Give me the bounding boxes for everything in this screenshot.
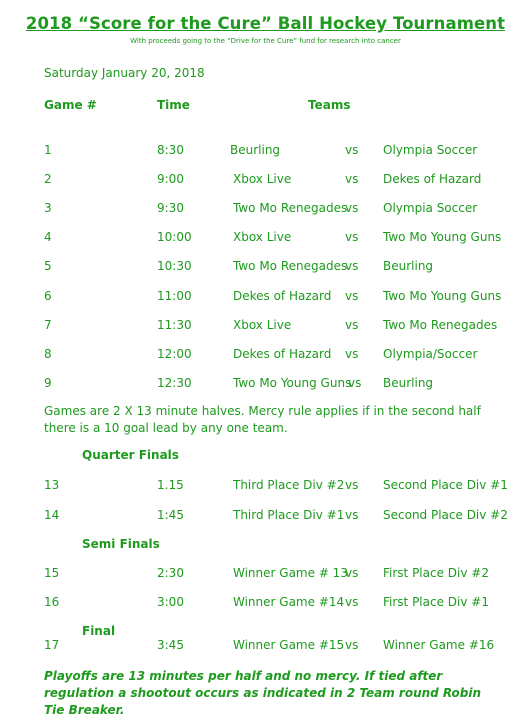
home-team: Winner Game #14 — [233, 595, 345, 609]
versus-label: vs — [345, 318, 359, 332]
header-time: Time — [157, 98, 190, 112]
game-time: 8:30 — [157, 143, 184, 157]
quarter-finals-heading: Quarter Finals — [82, 448, 179, 462]
away-team: First Place Div #2 — [383, 566, 489, 580]
game-time: 1.15 — [157, 478, 184, 492]
away-team: Two Mo Young Guns — [383, 230, 502, 244]
header-teams: Teams — [308, 98, 351, 112]
tournament-date: Saturday January 20, 2018 — [44, 66, 205, 80]
versus-label: vs — [345, 566, 359, 580]
home-team: Third Place Div #2 — [233, 478, 345, 492]
away-team: Olympia Soccer — [383, 201, 478, 215]
home-team: Beurling — [230, 143, 281, 157]
header-game-number: Game # — [44, 98, 97, 112]
game-time: 12:30 — [157, 376, 192, 390]
game-time: 3:00 — [157, 595, 184, 609]
away-team: Second Place Div #2 — [383, 508, 508, 522]
game-time: 12:00 — [157, 347, 192, 361]
home-team: Two Mo Young Guns — [233, 376, 352, 390]
game-row — [0, 318, 531, 336]
versus-label: vs — [345, 143, 359, 157]
game-number: 6 — [44, 289, 52, 303]
playoff-note: Playoffs are 13 minutes per half and no mercy. If tied after regulation a shootout occurs as indicated in 2 Team round Robin Tie Breaker. — [44, 669, 482, 717]
versus-label: vs — [345, 508, 359, 522]
game-row — [0, 478, 531, 496]
game-row — [0, 347, 531, 365]
versus-label: vs — [345, 638, 359, 652]
game-time: 10:00 — [157, 230, 192, 244]
away-team: Two Mo Renegades — [383, 318, 498, 332]
versus-label: vs — [345, 172, 359, 186]
game-number: 9 — [44, 376, 52, 390]
versus-label: vs — [345, 595, 359, 609]
game-number: 14 — [44, 508, 60, 522]
final-heading: Final — [82, 624, 116, 638]
away-team: Olympia Soccer — [383, 143, 478, 157]
game-number: 8 — [44, 347, 52, 361]
game-number: 7 — [44, 318, 52, 332]
game-time: 1:45 — [157, 508, 184, 522]
page-subtitle: With proceeds going to the “Drive for the Cure” fund for research into cancer — [130, 37, 401, 45]
game-number: 1 — [44, 143, 52, 157]
game-time: 2:30 — [157, 566, 184, 580]
game-row — [0, 172, 531, 190]
versus-label: vs — [345, 289, 359, 303]
game-number: 4 — [44, 230, 52, 244]
game-time: 11:00 — [157, 289, 192, 303]
game-number: 17 — [44, 638, 60, 652]
away-team: Winner Game #16 — [383, 638, 495, 652]
game-row — [0, 143, 531, 161]
rules-note: Games are 2 X 13 minute halves. Mercy rule applies if in the second half there is a 10 goal lead by any one team. — [44, 404, 481, 435]
away-team: Olympia/Soccer — [383, 347, 478, 361]
game-number: 2 — [44, 172, 52, 186]
game-number: 3 — [44, 201, 52, 215]
game-time: 11:30 — [157, 318, 192, 332]
home-team: Xbox Live — [233, 230, 292, 244]
game-row — [0, 508, 531, 526]
home-team: Winner Game #15 — [233, 638, 345, 652]
game-time: 9:00 — [157, 172, 184, 186]
game-row — [0, 638, 531, 656]
game-time: 9:30 — [157, 201, 184, 215]
home-team: Third Place Div #1 — [233, 508, 345, 522]
game-number: 13 — [44, 478, 60, 492]
home-team: Dekes of Hazard — [233, 289, 332, 303]
page-title: 2018 “Score for the Cure” Ball Hockey Tournament — [25, 14, 506, 33]
versus-label: vs — [345, 201, 359, 215]
game-row — [0, 289, 531, 307]
game-row — [0, 566, 531, 584]
game-row — [0, 230, 531, 248]
versus-label: vs — [345, 347, 359, 361]
home-team: Winner Game # 13 — [233, 566, 348, 580]
semi-finals-heading: Semi Finals — [82, 537, 160, 551]
versus-label: vs — [345, 230, 359, 244]
home-team: Two Mo Renegades — [233, 259, 348, 273]
game-row — [0, 201, 531, 219]
versus-label: vs — [345, 259, 359, 273]
home-team: Two Mo Renegades — [233, 201, 348, 215]
home-team: Xbox Live — [233, 172, 292, 186]
away-team: Dekes of Hazard — [383, 172, 482, 186]
game-time: 10:30 — [157, 259, 192, 273]
home-team: Dekes of Hazard — [233, 347, 332, 361]
away-team: Beurling — [383, 259, 434, 273]
away-team: Second Place Div #1 — [383, 478, 508, 492]
game-number: 15 — [44, 566, 60, 580]
game-time: 3:45 — [157, 638, 184, 652]
game-row — [0, 259, 531, 277]
versus-label: vs — [348, 376, 362, 390]
game-row — [0, 376, 531, 394]
game-number: 5 — [44, 259, 52, 273]
versus-label: vs — [345, 478, 359, 492]
away-team: First Place Div #1 — [383, 595, 489, 609]
home-team: Xbox Live — [233, 318, 292, 332]
away-team: Two Mo Young Guns — [383, 289, 502, 303]
away-team: Beurling — [383, 376, 434, 390]
game-row — [0, 595, 531, 613]
game-number: 16 — [44, 595, 60, 609]
